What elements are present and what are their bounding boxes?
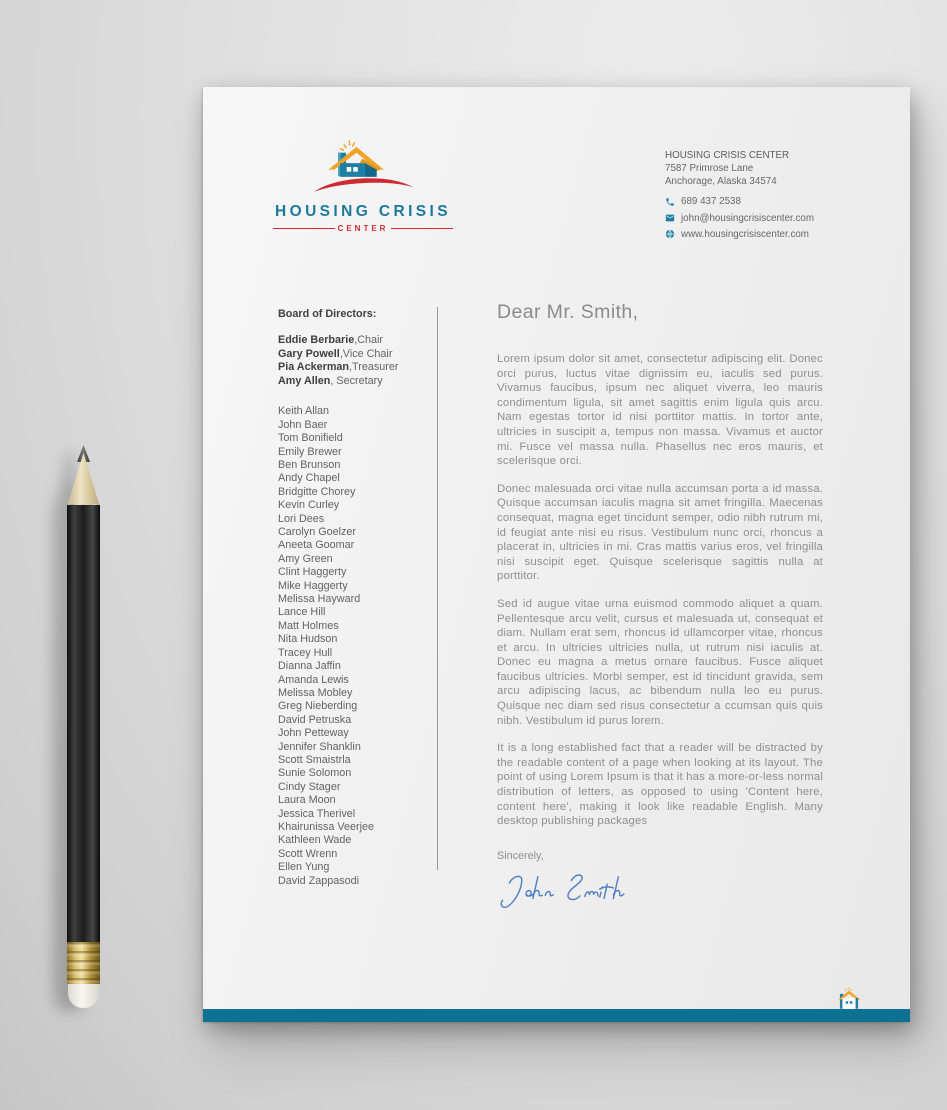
board-member: David Zappasodi — [278, 874, 360, 887]
board-member: Melissa Mobley — [278, 686, 353, 699]
officer-name: Amy Allen — [278, 374, 331, 387]
contact-website-row — [665, 228, 814, 241]
contact-website: www.housingcrisiscenter.com — [681, 228, 809, 240]
officer-role: ,Vice Chair — [339, 347, 393, 360]
board-member: Jessica Therivel — [278, 807, 356, 820]
board-member: Nita Hudson — [278, 633, 338, 646]
officer-name: Eddie Berbarie — [278, 334, 355, 346]
board-member: Melissa Hayward — [278, 593, 361, 606]
board-member: Tracey Hull — [278, 646, 333, 659]
letter-paragraph: Sed id augue vitae urna euismod commodo aliquet a quam. Pellentesque arcu velit, cursus et malesuada ut, consequat et diam. Nullam erat sem, rhoncus id ullamcorper vitae, rhoncus et arcu. In ultricies ultricies nulla, ut rutrum nisi iaculis at. Donec eu magna a metus ornare faucibus. Fusce aliquet faucibus ultricies. Morbi semper, est id tincidunt gravida, sem arcu adipiscing lacus, ac bibendum nulla leo eu purus. Quisque nec diam sed risus consectetur a ccumsan quis quis nibh. Vestibulum id purus lorem. — [497, 597, 823, 727]
board-member: Keith Allan — [278, 405, 330, 418]
envelope-icon — [665, 213, 675, 223]
board-officers — [278, 334, 436, 388]
contact-phone: 689 437 2538 — [681, 196, 741, 208]
board-member: Kathleen Wade — [278, 834, 352, 847]
pencil-body — [67, 505, 100, 942]
logo-title: HOUSING CRISIS — [275, 203, 451, 220]
logo-rule-right — [391, 228, 453, 230]
contact-address-line2: Anchorage, Alaska 34574 — [665, 176, 777, 188]
board-member: John Baer — [278, 418, 328, 431]
vertical-divider — [437, 307, 438, 870]
letter-body — [497, 301, 823, 918]
contact-phone-row — [665, 195, 814, 208]
letter-paragraph: Lorem ipsum dolor sit amet, consectetur adipiscing elit. Donec orci purus, luctus vitae dignissim eu, iaculis sed purus. Vivamus faucibus, ipsum nec aliquet viverra, leo mauris condimentum ligula, sit amet sagittis enim ligula quis arcu. Nam egestas tortor id nisi porttitor mattis. In tortor ante, ultricies in suscipit a, tempus non massa. Vivamus et auctor mi. Fusce vel massa nulla. Phasellus nec eros mauris, et scelerisque orci. — [497, 353, 823, 468]
officer-name: Gary Powell — [278, 347, 340, 360]
company-logo — [273, 139, 453, 233]
board-member: Clint Haggerty — [278, 566, 347, 579]
contact-block — [665, 149, 814, 241]
logo-rule-left — [273, 228, 335, 230]
board-member: Lori Dees — [278, 512, 325, 525]
officer-role: , Secretary — [330, 374, 383, 387]
board-member: Kevin Curley — [278, 499, 340, 512]
salutation: Dear Mr. Smith, — [497, 301, 639, 323]
pencil-eraser — [68, 984, 99, 1008]
letterhead-page — [203, 87, 910, 1022]
board-member: Jennifer Shanklin — [278, 740, 361, 753]
officer-role: ,Treasurer — [349, 361, 399, 374]
board-member: Sunie Solomon — [278, 767, 352, 780]
officer-role: ,Chair — [354, 334, 384, 346]
board-member: Lance Hill — [278, 606, 326, 619]
board-member: David Petruska — [278, 713, 352, 726]
letter-paragraph: It is a long established fact that a reader will be distracted by the readable content of a page when looking at its layout. The point of using Lorem Ipsum is that it has a more-or-less normal distribution of letters, as opposed to using 'Content here, content here', making it look like readable English. Many desktop publishing packages — [497, 742, 823, 828]
contact-address-line1: 7587 Primrose Lane — [665, 163, 754, 175]
officer-name: Pia Ackerman — [278, 361, 350, 374]
board-member: Greg Nieberding — [278, 700, 358, 713]
board-member: Emily Brewer — [278, 445, 342, 458]
board-member: Scott Wrenn — [278, 847, 338, 860]
board-member: Bridgitte Chorey — [278, 485, 356, 498]
contact-email: john@housingcrisiscenter.com — [681, 212, 815, 224]
contact-org-name: HOUSING CRISIS CENTER — [665, 150, 790, 161]
board-member: Laura Moon — [278, 794, 336, 807]
signature — [497, 864, 627, 918]
board-members — [278, 405, 436, 888]
board-member: John Petteway — [278, 727, 349, 740]
phone-icon — [665, 197, 675, 207]
board-member: Matt Holmes — [278, 619, 339, 632]
board-member: Ben Brunson — [278, 459, 341, 471]
board-heading: Board of Directors: — [278, 308, 377, 320]
letter-paragraph: Donec malesuada orci vitae nulla accumsan porta a id massa. Quisque accumsan iaculis magna sit amet fringilla. Maecenas consequat, magna eget tincidunt semper, odio nibh rutrum mi, id feugiat ante nisi eu risus. Vestibulum nunc orci, rhoncus a placerat in, ultricies in mi. Cras mattis varius eros, vel fringilla nisi suscipit eget. Quisque scelerisque sagittis nulla at porttitor. — [497, 482, 823, 583]
footer-bar — [203, 1009, 910, 1022]
board-member: Carolyn Goelzer — [278, 526, 357, 539]
board-member: Andy Chapel — [278, 472, 340, 485]
board-officer — [278, 361, 436, 375]
board-officer — [278, 334, 436, 348]
contact-email-row — [665, 212, 814, 225]
pencil-wood-cone — [67, 453, 100, 507]
board-member: Khairunissa Veerjee — [278, 820, 375, 833]
board-member: Mike Haggerty — [278, 579, 348, 592]
board-member: Aneeta Goomar — [278, 539, 355, 552]
board-member: Scott Smaistrla — [278, 753, 351, 766]
board-member: Amanda Lewis — [278, 673, 349, 686]
board-officer — [278, 348, 436, 362]
board-member: Dianna Jaffin — [278, 660, 341, 673]
logo-subtitle: CENTER — [337, 224, 389, 233]
board-of-directors — [278, 308, 436, 888]
board-member: Ellen Yung — [278, 861, 330, 874]
globe-icon — [665, 229, 675, 239]
pencil — [67, 445, 100, 1008]
letter-paragraphs — [497, 352, 823, 829]
closing: Sincerely, — [497, 849, 544, 862]
board-member: Tom Bonifield — [278, 432, 343, 445]
logo-subtitle-row — [273, 224, 453, 233]
house-logo-icon — [304, 139, 422, 201]
contact-rows — [665, 195, 814, 240]
pencil-ferrule — [67, 942, 100, 984]
board-member: Amy Green — [278, 552, 333, 565]
footer-house-icon — [835, 987, 863, 1009]
board-officer — [278, 375, 436, 389]
board-member: Cindy Stager — [278, 780, 341, 793]
